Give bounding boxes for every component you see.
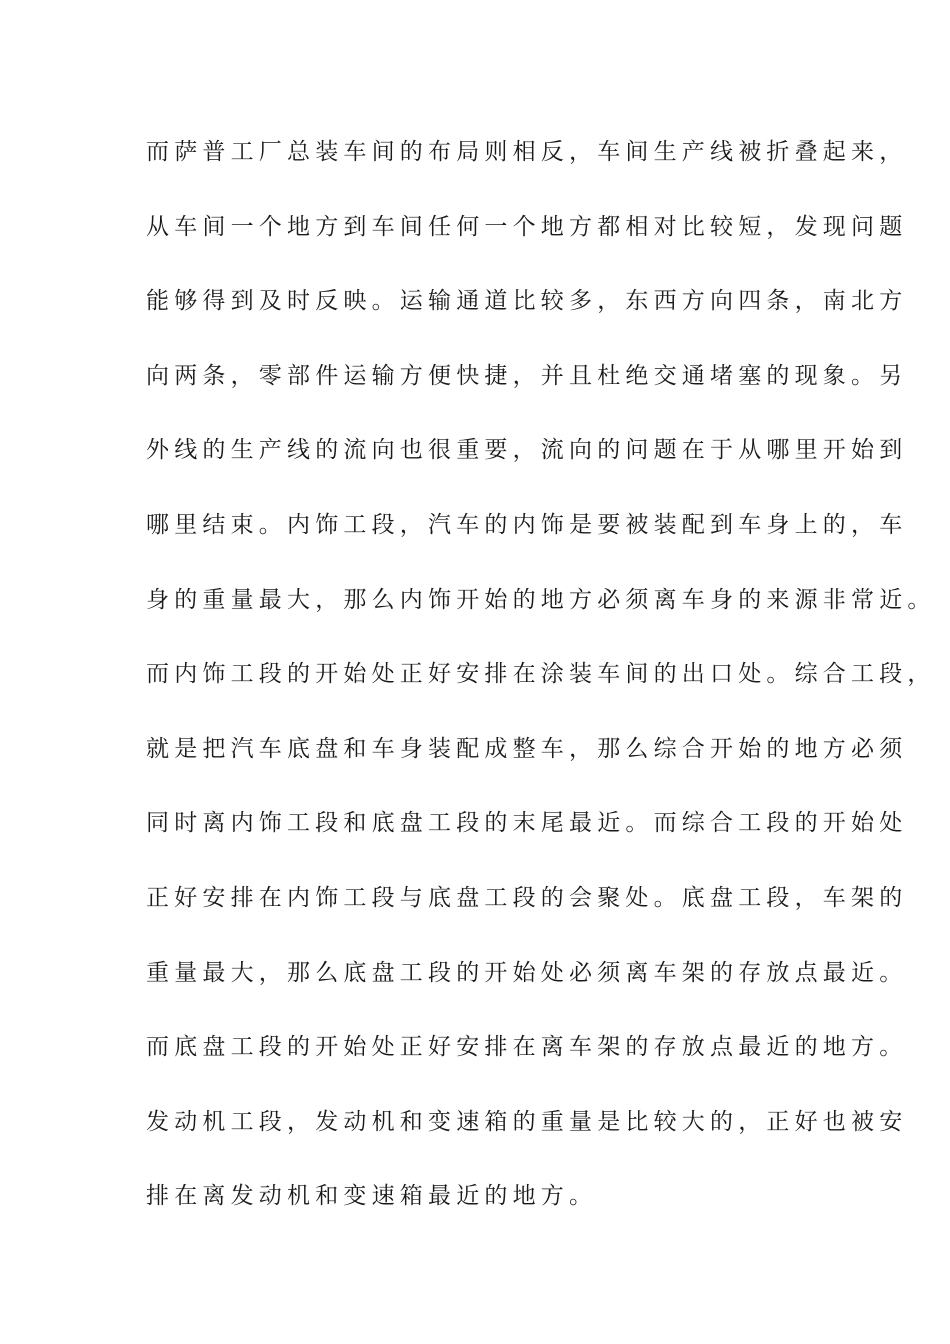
text-line: 就是把汽车底盘和车身装配成整车，那么综合开始的地方必须 <box>146 735 908 762</box>
body-paragraph <box>146 134 936 1253</box>
text-line: 发动机工段，发动机和变速箱的重量是比较大的，正好也被安 <box>146 1108 908 1135</box>
text-line: 排在离发动机和变速箱最近的地方。 <box>146 1183 598 1210</box>
text-line: 正好安排在内饰工段与底盘工段的会聚处。底盘工段，车架的 <box>146 884 908 911</box>
text-line: 哪里结束。内饰工段，汽车的内饰是要被装配到车身上的，车 <box>146 511 908 538</box>
text-line: 而底盘工段的开始处正好安排在离车架的存放点最近的地方。 <box>146 1034 908 1061</box>
text-line: 从车间一个地方到车间任何一个地方都相对比较短，发现问题 <box>146 213 908 240</box>
text-line: 外线的生产线的流向也很重要，流向的问题在于从哪里开始到 <box>146 437 908 464</box>
text-line: 身的重量最大，那么内饰开始的地方必须离车身的来源非常近。 <box>146 586 936 613</box>
text-line: 同时离内饰工段和底盘工段的末尾最近。而综合工段的开始处 <box>146 810 908 837</box>
text-line: 重量最大，那么底盘工段的开始处必须离车架的存放点最近。 <box>146 959 908 986</box>
text-line: 向两条，零部件运输方便快捷，并且杜绝交通堵塞的现象。另 <box>146 362 908 389</box>
text-line: 而内饰工段的开始处正好安排在涂装车间的出口处。综合工段， <box>146 661 936 688</box>
text-line: 能够得到及时反映。运输通道比较多，东西方向四条，南北方 <box>146 288 908 315</box>
text-line: 而萨普工厂总装车间的布局则相反，车间生产线被折叠起来， <box>146 139 908 165</box>
